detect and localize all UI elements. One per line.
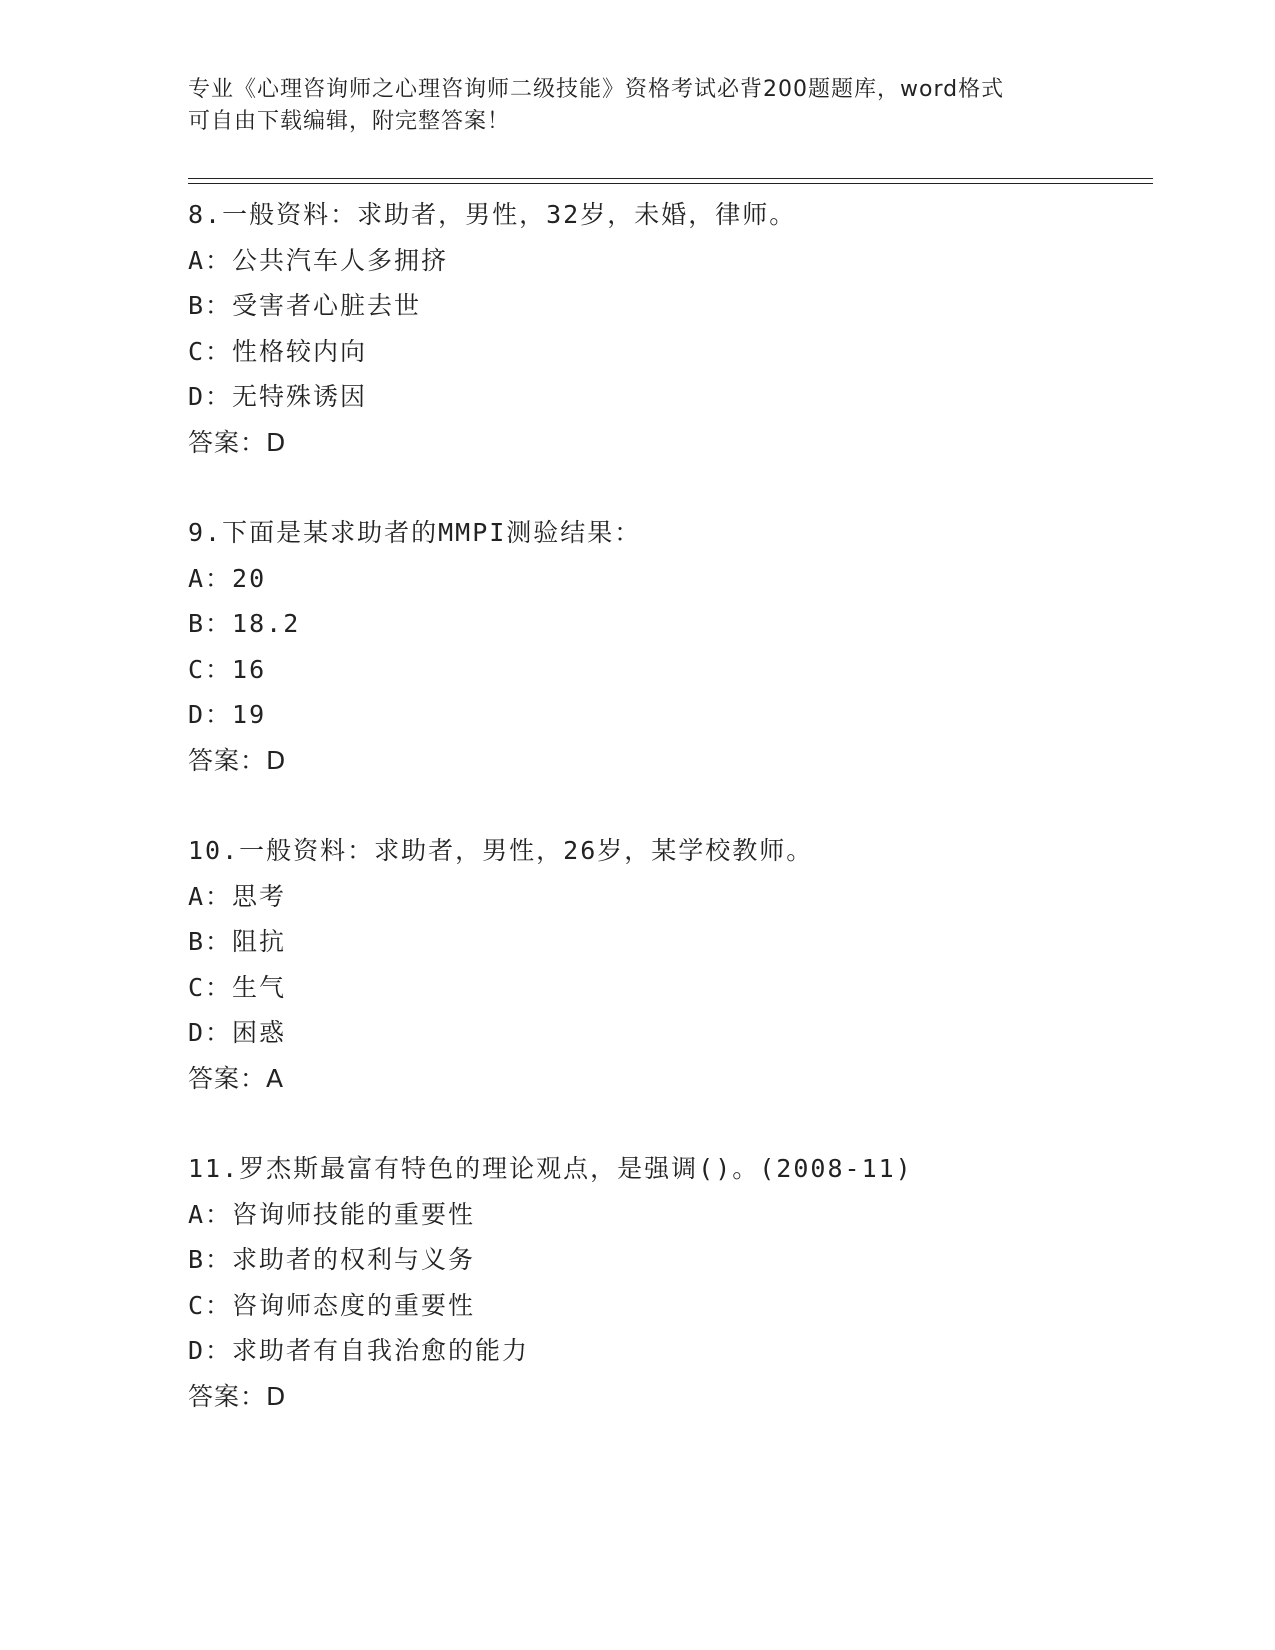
option-b: B：求助者的权利与义务 [188, 1245, 476, 1274]
header-divider-bottom [188, 183, 1153, 184]
answer-line: 答案：D [188, 427, 287, 457]
question-9 [188, 510, 1148, 783]
option-a: A：咨询师技能的重要性 [188, 1199, 476, 1229]
question-8 [188, 192, 1148, 465]
option-c: C：生气 [188, 972, 287, 1002]
option-a: A：公共汽车人多拥挤 [188, 245, 449, 275]
answer-line: 答案：D [188, 745, 287, 775]
header-line-1: 专业《心理咨询师之心理咨询师二级技能》资格考试必背200题题库，word格式 [188, 77, 1005, 102]
option-d: D：19 [188, 700, 267, 729]
question-list [188, 192, 1148, 1464]
option-d: D：求助者有自我治愈的能力 [188, 1336, 530, 1365]
question-stem: 8.一般资料：求助者，男性，32岁，未婚，律师。 [188, 200, 797, 229]
question-stem: 10.一般资料：求助者，男性，26岁，某学校教师。 [188, 836, 814, 865]
document-header [188, 74, 1088, 138]
option-c: C：性格较内向 [188, 336, 368, 366]
question-stem: 9.下面是某求助者的MMPI测验结果： [188, 518, 642, 547]
option-b: B：18.2 [188, 609, 301, 638]
option-c: C：16 [188, 654, 267, 684]
option-d: D：无特殊诱因 [188, 382, 368, 411]
option-b: B：受害者心脏去世 [188, 291, 422, 320]
question-stem: 11.罗杰斯最富有特色的理论观点，是强调()。(2008-11) [188, 1154, 913, 1183]
answer-line: 答案：D [188, 1381, 287, 1411]
option-a: A：思考 [188, 881, 287, 911]
option-c: C：咨询师态度的重要性 [188, 1290, 476, 1320]
question-11 [188, 1146, 1148, 1419]
header-divider-top [188, 178, 1153, 179]
option-d: D：困惑 [188, 1018, 287, 1047]
answer-line: 答案：A [188, 1063, 285, 1093]
question-10 [188, 828, 1148, 1101]
option-b: B：阻抗 [188, 927, 287, 956]
header-line-2: 可自由下载编辑，附完整答案！ [188, 109, 511, 134]
option-a: A：20 [188, 563, 267, 593]
